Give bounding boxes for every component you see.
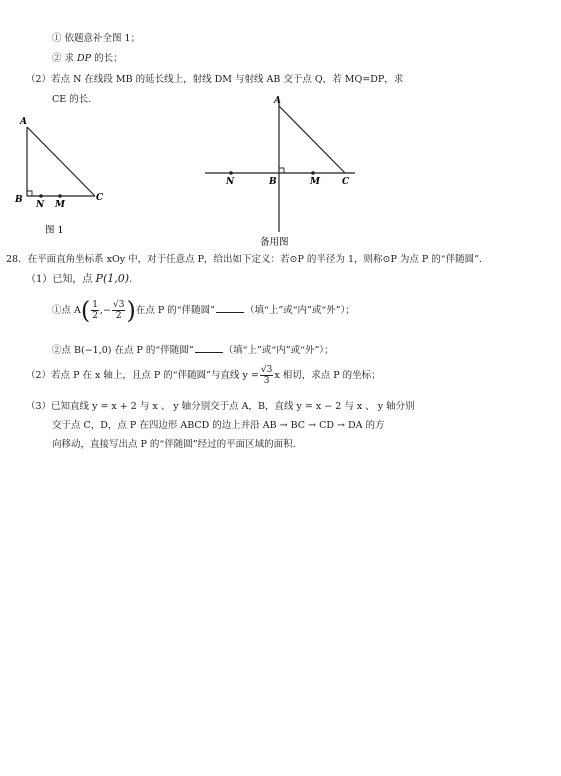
q28-part-1a-x-den: 2 [92, 311, 98, 321]
q28-part-1b-options: （填“上”或“内”或“外”）； [223, 345, 334, 356]
q28-part-1a-x-frac [91, 300, 99, 321]
figure-1-triangle [27, 127, 95, 196]
figure-1-label-b: B [15, 195, 23, 205]
q28-part-1a-y-frac [112, 300, 125, 321]
q28-part-1a-pre: ①点 A [52, 305, 81, 316]
q28-part-1b-pre: ②点 B(−1,0) 在点 P 的“伴随圆” [52, 345, 194, 356]
figure-2-point-n [229, 171, 233, 175]
q27-item-2-post: 的长； [91, 53, 123, 64]
q27-item-1: ① 依题意补全图 1； [52, 33, 141, 44]
q28-part-3-line-2: 交于点 C，D，点 P 在四边形 ABCD 的边上并沿 AB → BC → CD → DA 的方 [52, 420, 385, 431]
q28-part-1a-options: （填“上”或“内”或“外”）； [244, 305, 355, 316]
q28-part-1 [26, 273, 132, 286]
figure-1-label-m: M [55, 200, 65, 210]
q28-part-1a-x-num: 1 [92, 300, 98, 310]
figure-2-caption: 备用图 [260, 237, 289, 248]
figure-1-label-a: A [20, 117, 27, 127]
q28-intro: 28．在平面直角坐标系 xOy 中，对于任意点 P，给出如下定义：若⊙P 的半径为 1，则称⊙P 为点 P 的“伴随圆”. [6, 254, 483, 265]
q28-part-1a-left-paren: ( [80, 296, 91, 325]
figure-2-label-b: B [269, 177, 277, 187]
q28-part-2-post: x 相切，求点 P 的坐标； [274, 370, 381, 381]
q28-part-2-den: 3 [263, 376, 270, 386]
q28-part-1a-post: 在点 P 的“伴随圆” [135, 305, 215, 316]
q28-part-2-frac [260, 365, 273, 386]
figure-2-label-a: A [274, 96, 281, 106]
figure-2-lines [205, 103, 355, 232]
q28-part-1a-y-den: 2 [115, 311, 122, 321]
q28-part-3-line-1: （3）已知直线 y = x + 2 与 x 、 y 轴分别交于点 A，B，直线 y = x − 2 与 x 、 y 轴分别 [26, 401, 415, 412]
q28-part-1b-answer-blank[interactable] [195, 343, 223, 353]
q28-part-1a-sep: ,− [100, 305, 111, 316]
q28-part-3-line-3: 向移动，直接写出点 P 的“伴随圆”经过的平面区域的面积. [52, 439, 296, 450]
q28-part-2-pre: （2）若点 P 在 x 轴上，且点 P 的“伴随圆”与直线 y = [26, 370, 259, 381]
q27-item-2-var: DP [77, 53, 92, 64]
q28-part-2-num: √3 [260, 365, 273, 375]
figure-1-label-c: C [96, 193, 104, 203]
q27-part-2-line-1: （2）若点 N 在线段 MB 的延长线上，射线 DM 与射线 AB 交于点 Q，若 MQ=DP，求 [26, 74, 404, 85]
figure-2-label-n: N [226, 177, 235, 187]
q28-part-2 [26, 364, 381, 388]
q28-point-p: P(1,0) [95, 272, 130, 285]
figure-1-label-n: N [36, 200, 45, 210]
q28-part-1a [52, 296, 355, 326]
q28-part-1b [52, 343, 334, 357]
q28-part-1a-answer-blank[interactable] [216, 303, 244, 313]
figure-2-label-m: M [310, 177, 320, 187]
figure-1-caption: 图 1 [45, 225, 64, 236]
q27-item-2-pre: ② 求 [52, 53, 78, 64]
figure-2-point-m [311, 171, 315, 175]
q28-part-1-end: . [129, 274, 133, 285]
q28-part-1a-right-paren: ) [126, 296, 136, 325]
q28-part-1-label: （1）已知，点 [26, 274, 96, 285]
figure-1-point-n [39, 194, 43, 198]
q27-part-2-line-2: CE 的长. [52, 94, 92, 105]
figure-1-point-m [58, 194, 62, 198]
q28-part-1a-y-num: √3 [112, 300, 125, 310]
figure-2-label-c: C [342, 177, 350, 187]
